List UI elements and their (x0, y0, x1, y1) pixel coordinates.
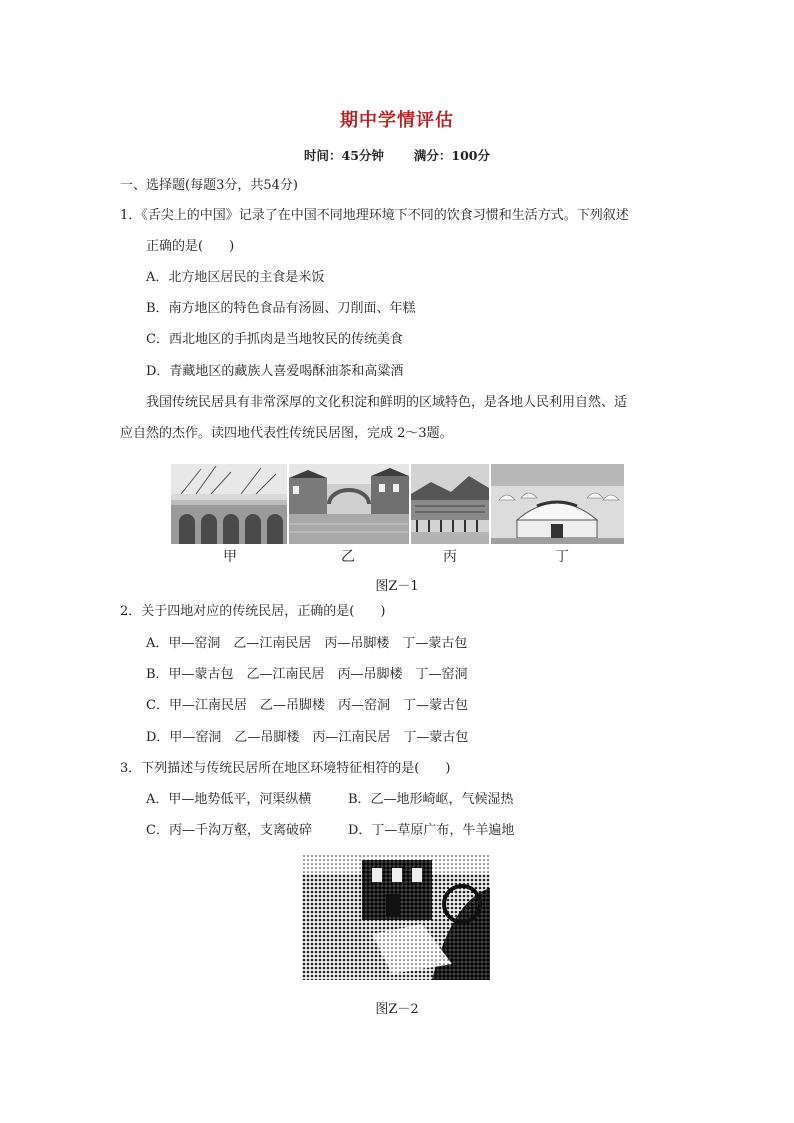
q2-option-c: C．甲—江南民居 乙—吊脚楼 丙—窑洞 丁—蒙古包 (146, 698, 468, 713)
time-limit: 时间：45分钟 (304, 148, 384, 163)
q2-option-b: B．甲—蒙古包 乙—江南民居 丙—吊脚楼 丁—窑洞 (146, 667, 468, 682)
q1-stem-line2: 正确的是( ) (146, 239, 235, 254)
figure2-photo (302, 854, 490, 980)
q3-option-d: D．丁—草原广布，牛羊遍地 (348, 823, 515, 838)
photo-jia-cave-dwelling (171, 464, 287, 544)
q2-stem: 2．关于四地对应的传统民居，正确的是( ) (120, 604, 386, 619)
passage-line2: 应自然的杰作。读四地代表性传统民居图，完成 2～3题。 (120, 426, 453, 441)
figure1-label-ding: 丁 (555, 549, 569, 565)
photo-bing-stilt-house (411, 464, 489, 544)
exam-meta (0, 146, 794, 164)
q3-option-b: B．乙—地形崎岖，气候湿热 (348, 792, 514, 807)
figure1-photos (171, 464, 626, 544)
q2-option-a: A．甲—窑洞 乙—江南民居 丙—吊脚楼 丁—蒙古包 (146, 636, 468, 651)
figure1-label-bing: 丙 (443, 549, 457, 565)
section-heading: 一、选择题(每题3分，共54分) (120, 178, 298, 193)
passage-line1: 我国传统民居具有非常深厚的文化积淀和鲜明的区域特色，是各地人民利用自然、适 (146, 395, 628, 410)
photo-yi-water-town (289, 464, 409, 544)
q3-option-a: A．甲—地势低平，河渠纵横 (146, 792, 312, 807)
q3-stem: 3．下列描述与传统民居所在地区环境特征相符的是( ) (120, 761, 451, 776)
q2-option-d: D．甲—窑洞 乙—吊脚楼 丙—江南民居 丁—蒙古包 (146, 730, 469, 745)
page-title: 期中学情评估 (340, 110, 454, 131)
q1-option-d: D．青藏地区的藏族人喜爱喝酥油茶和高粱酒 (146, 364, 404, 379)
figure1-label-yi: 乙 (341, 549, 355, 565)
figure2-caption: 图Z－2 (375, 1002, 419, 1017)
q3-option-c: C．丙—千沟万壑，支离破碎 (146, 823, 312, 838)
q1-stem-line1: 1．《舌尖上的中国》记录了在中国不同地理环境下不同的饮食习惯和生活方式。下列叙述 (120, 208, 629, 223)
figure1-label-jia: 甲 (223, 549, 237, 565)
photo-ding-yurt (491, 464, 624, 544)
q1-option-c: C．西北地区的手抓肉是当地牧民的传统美食 (146, 332, 403, 347)
figure1-caption: 图Z－1 (375, 579, 419, 594)
full-score: 满分：100分 (413, 148, 490, 163)
q1-option-a: A．北方地区居民的主食是米饭 (146, 270, 325, 285)
q1-option-b: B．南方地区的特色食品有汤圆、刀削面、年糕 (146, 301, 416, 316)
